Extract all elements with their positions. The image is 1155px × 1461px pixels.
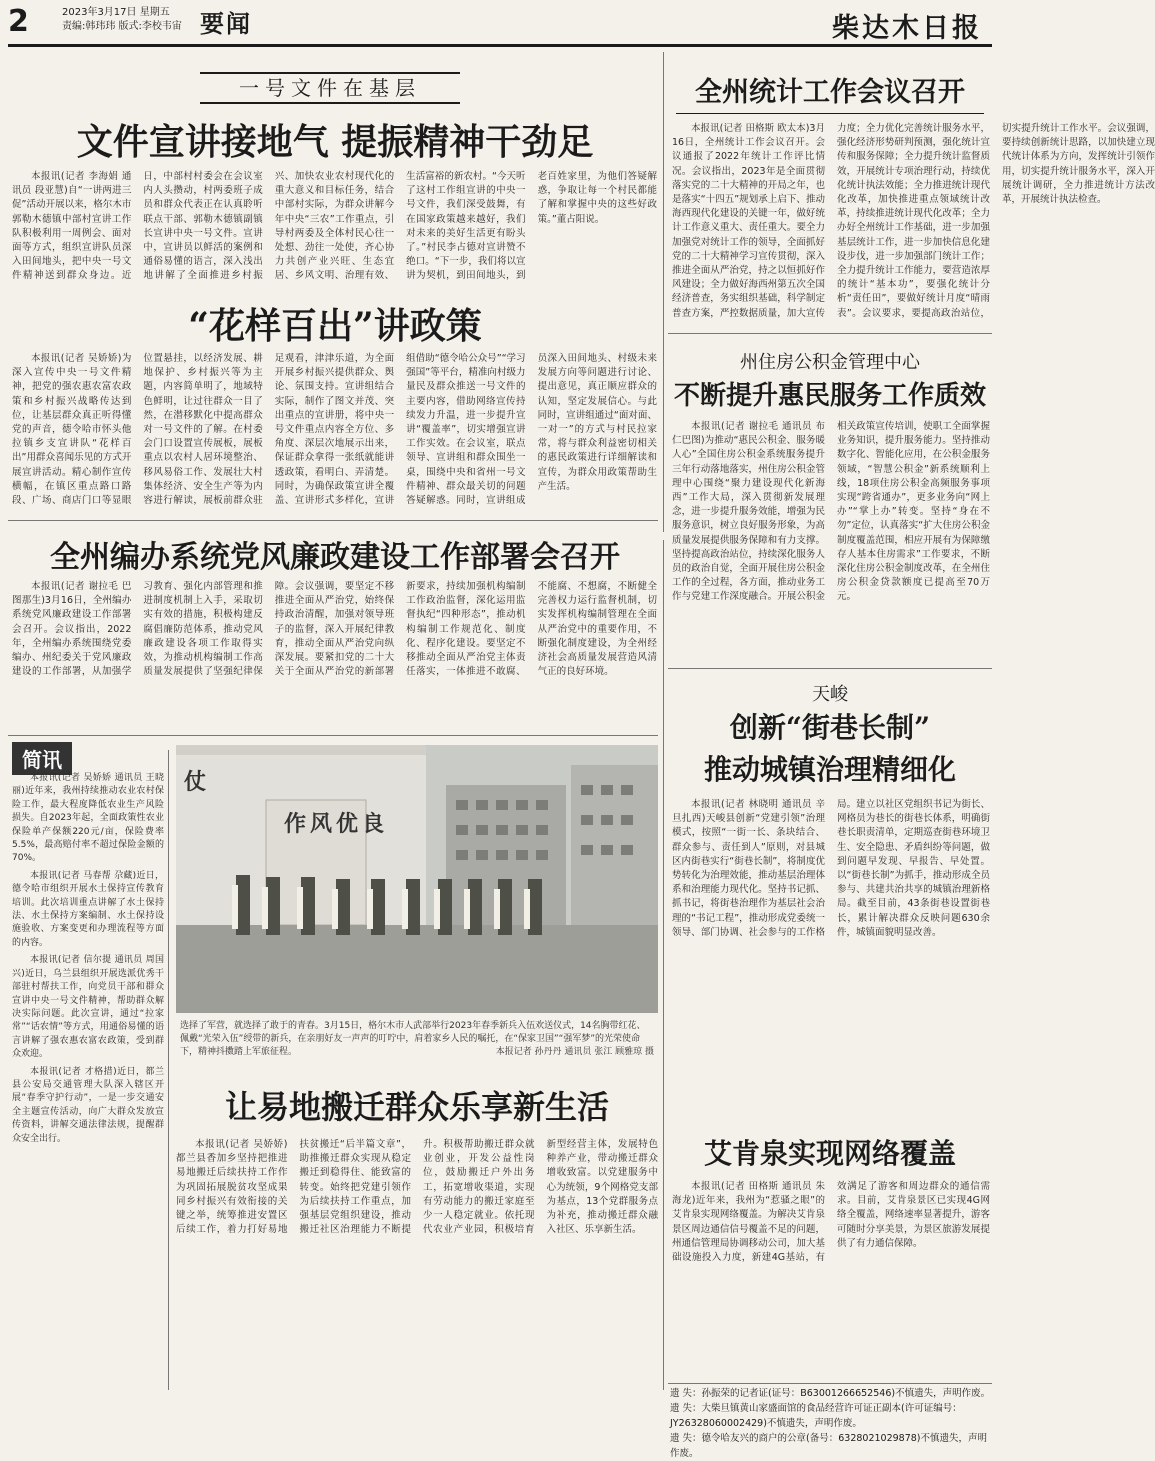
wall-slogan: 作风优良	[284, 812, 389, 837]
briefs-list	[12, 772, 164, 1384]
article-body	[672, 798, 990, 1120]
article-body	[672, 420, 990, 662]
news-photo	[176, 745, 658, 1013]
article-body	[176, 1138, 658, 1384]
photo-caption	[180, 1020, 654, 1072]
article-body	[12, 352, 657, 512]
article-headline: 艾肯泉实现网络覆盖	[703, 1137, 956, 1170]
brief-item: 本报讯(记者 才格措)近日，都兰县公安局交通管理大队深入辖区开展“春季守护行动”，一是一步交通安全主题宣传活动，向广大群众发放宣传资料，讲解交通法律法规，提醒群众安全出行。	[12, 1066, 164, 1144]
article-text: 本报讯(记者 吴娇娇)为深入宣传中央一号文件精神，把党的强农惠农富农政策和乡村振兴战略传达到位，让基层群众真正听得懂党的声音，德令哈市怀头他拉镇乡支宣讲队“花样百出”用群众喜闻乐见的方式开展宣讲活动。精心制作宣传横幅，在镇区重点路口路段、广场、商店门口等显眼位置悬挂，以经济发展、耕地保护、乡村振兴等为主题，内容简单明了，地域特色鲜明，让过往群众一目了然，在潜移默化中提高群众对一号文件的了解。在村委会门口设置宣传展板，展板重点以农村人居环境整治、移风易俗工作、发展壮大村集体经济、安全生产等为内容进行解读，展板前群众驻足观看，津津乐道，为全面开展乡村振兴提供群众、舆论、氛围支持。宣讲组结合实际，制作了图文并茂、突出重点的宣讲册，将中央一号文件重点内容全方位、多角度、深层次地展示出来，保证群众拿得一张纸就能讲透政策，看明白、弄清楚。同时，为确保政策宣讲全覆盖、宣讲形式多样化，宣讲组借助“德令哈公众号”“学习强国”等平台，精准向村级力量民及群众推送一号文件的主要内容，借助网络宣传持续发力升温，进一步提升宣讲“覆盖率”，切实增强宣讲工作实效。在会议室，联点领导、宣讲组和群众围坐一桌，围绕中央和省州一号文件精神、群众最关切的问题答疑解惑。同时，宣讲组成员深入田间地头、村级未来发展方向等问题进行讨论、提出意见，真正顺应群众的认知，坚定发展信心。与此同时，宣讲组通过“面对面、一对一”的方式与村民拉家常，将与群众利益密切相关的惠民政策进行详细解读和宣传，为群众用政策帮助生产生活。	[12, 353, 657, 507]
section-divider	[668, 668, 992, 669]
brief-item: 本报讯(记者 马春帮 尕藏)近日，德令哈市组织开展水土保持宣传教育培训。此次培训重点讲解了水土保持法、水土保持方案编制、水土保持设施验收、方案变更和办理流程等方面的内容。	[12, 870, 164, 948]
masthead-rule	[8, 44, 992, 47]
article-headline: 全州统计工作会议召开	[695, 77, 965, 108]
section-divider	[8, 735, 658, 736]
masthead-date	[62, 6, 182, 34]
article-headline: 全州编办系统党风廉政建设工作部署会召开	[50, 540, 620, 575]
article-text: 本报讯(记者 谢拉毛 巴图那生)3月16日，全州编办系统党风廉政建设工作部署会召开。会议指出，2022年，全州编办系统围绕党委编办、州纪委关于党风廉政建设的工作部署，从加强学习教育、强化内部管理和推进制度机制上入手，采取切实有效的措施，积极构建反腐倡廉防范体系，推动党风廉政建设各项工作取得实效，为推动机构编制工作高质量发展提供了坚强纪律保障。会议强调，要坚定不移推进全面从严治党，始终保持政治清醒，加强对领导班子的监督，深入开展纪律教育，推动全面从严治党向纵深发展。要紧扣党的二十大关于全面从严治党的新部署新要求，持续加强机构编制工作政治监督，深化运用监督执纪“四种形态”，推动机构编制工作规范化、制度化、程序化建设。要坚定不移推动全面从严治党主体责任落实，一体推进不敢腐、不能腐、不想腐，不断健全完善权力运行监督机制，切实发挥机构编制管理在全面从严治党中的重要作用，不断强化制度建设，为全州经济社会高质量发展营造风清气正的良好环境。	[12, 581, 657, 678]
section-divider	[8, 520, 658, 521]
brief-item: 本报讯(记者 信尔提 通讯员 周国兴)近日，乌兰县组织开展选派优秀干部驻村帮扶工作，向党员干部和群众宣讲中央一号文件精神，帮助群众解决实际问题。此次宣讲，通过“拉家常”“话农情”等方式，用通俗易懂的语言讲解了强农惠农富农政策，受到群众欢迎。	[12, 955, 164, 1060]
photo-credit: 本报记者 孙丹丹 通讯员 张江 顾雅琼 摄	[495, 1047, 654, 1057]
article-body	[672, 122, 1155, 328]
article-text: 本报讯(记者 田格斯 通讯员 朱海龙)近年来，我州为“惹骚之眼”的艾肯泉实现网络覆盖。为解决艾肯泉景区周边通信信号覆盖不足的问题，州通信管理局协调移动公司，加大基础设施投入力度，新建4G基站，有效满足了游客和周边群众的通信需求。目前，艾肯泉景区已实现4G网络全覆盖，网络速率显著提升，游客可随时分享美景，为景区旅游发展提供了有力通信保障。	[672, 1181, 990, 1264]
article-text: 本报讯(记者 林晓明 通讯员 辛旦扎西)天峻县创新“党建引领”治理模式，按照“一街一长、条块结合、群众参与、责任到人”原则，对县城区内街巷实行“街巷长制”，将制度优势转化为治理效能，推动基层治理体系和治理能力现代化。坚持书记抓、抓书记，将街巷治理作为基层社会治理的“书记工程”，推动形成党委统一领导、部门协调、社会参与的工作格局。建立以社区党组织书记为街长、网格员为巷长的街巷长体系，明确街巷长职责清单，定期巡查街巷环境卫生、安全隐患、矛盾纠纷等问题，做到问题早发现、早报告、早处置。以“街巷长制”为抓手，推动形成全员参与、共建共治共享的城镇治理新格局。截至目前，43条街巷设置街巷长，累计解决群众反映问题630余件，城镇面貌明显改善。	[672, 799, 990, 938]
article-text: 本报讯(记者 田格斯 欧太本)3月16日，全州统计工作会议召开。会议通报了2022年统计工作评比情况。会议指出，2023年是全面贯彻落实党的二十大精神的开局之年，也是落实“十四五”规划承上启下、推动海西现代化建设的关键一年，做好统计工作意义重大、责任重大。要全力加强党对统计工作的领导，全面抓好党的二十大精神学习宣传贯彻，深入推进全面从严治党，持之以恒抓好作风建设；全力做好海西州第五次全国经济普查，务实组织基础，科学制定普查方案，严控数据质量，加大宣传力度；全力优化完善统计服务水平，强化经济形势研判预测，强化统计宣传和服务保障；全力提升统计监督质效，开展统计专项治理行动，持续优化统计执法效能；全力推进统计现代化改革，加快推进重点领域统计改革，持续推进统计现代化改革；全力办好全州统计工作基础，进一步加强基层统计工作，进一步加快信息化建设步伐，进一步加强部门统计工作；全力提升统计工作能力，要营造浓厚的统计“基本功”，要强化统计分析“责任田”，要做好统计月度“晴雨表”。会议要求，要提高政治站位，切实提升统计工作水平。会议强调，要持续创新统计思路，以加快建立现代统计体系为方向，发挥统计引领作用，切实提升统计服务水平，深入开展统计调研，全力推进统计方法改革，开展统计执法检查。	[672, 123, 1155, 319]
column-divider	[663, 52, 664, 532]
section-divider	[668, 1383, 992, 1384]
editor-credits: 责编:韩玮玮 版式:李校韦宙	[62, 21, 182, 32]
wall-slogan-fragment: 仗	[184, 770, 207, 795]
page-number: 2	[8, 4, 29, 39]
article-kicker: 州住房公积金管理中心	[740, 352, 920, 373]
article-headline: 文件宣讲接地气 提振精神干劲足	[76, 121, 594, 163]
briefs-tab: 简讯	[12, 742, 72, 775]
lost-notices	[670, 1386, 994, 1459]
notice-line: 遗 失：大柴旦镇黄山家盛面馆的食品经营许可证正副本(许可证编号：JY26328060002429)不慎遗失，声明作废。	[670, 1403, 962, 1429]
column-divider	[168, 750, 169, 1390]
column-divider	[663, 540, 664, 1390]
article-kicker: 天峻	[812, 684, 848, 705]
section-title: 要闻	[200, 10, 252, 38]
article-banner: 一号文件在基层	[200, 72, 460, 104]
section-divider	[668, 333, 992, 334]
issue-date: 2023年3月17日 星期五	[62, 7, 170, 18]
newspaper-name: 柴达木日报	[832, 13, 982, 44]
article-text: 本报讯(记者 吴娇娇)都兰县香加乡坚持把推进易地搬迁后续扶持工作作为巩固拓展脱贫攻坚成果同乡村振兴有效衔接的关键之举，统筹推进安置区后续工作，着力打好易地扶贫搬迁“后半篇文章”，助推搬迁群众实现从稳定搬迁到稳得住、能致富的转变。始终把党建引领作为后续扶持工作重点，加强基层党组织建设，推动搬迁社区治理能力不断提升。积极帮助搬迁群众就业创业，开发公益性岗位，鼓励搬迁户外出务工，拓宽增收渠道，实现有劳动能力的搬迁家庭至少一人稳定就业。依托现代农业产业园，积极培育新型经营主体，发展特色种养产业，带动搬迁群众增收致富。以党建服务中心为统领，9个网格党支部为基点，13个党群服务点为补充，推动搬迁群众融入社区、乐享新生活。	[176, 1139, 658, 1236]
article-body	[672, 1180, 990, 1378]
article-headline: “花样百出”讲政策	[188, 305, 482, 347]
photo-illustration	[176, 745, 658, 1013]
article-headline: 创新“街巷长制”	[729, 711, 931, 744]
article-text: 本报讯(记者 谢拉毛 通讯员 布仁巴图)为推动“惠民公积金、服务暖人心”全国住房公积金系统服务提升三年行动落地落实，州住房公积金管理中心围绕“聚力建设现代化新海西”工作大局，深入贯彻新发展理念，进一步提升服务效能，增强为民服务意识，树立良好服务形象，为高质量发展提供服务保障和有力支撑。坚持提高政治站位，持续深化服务人员的政治自觉，全面开展住房公积金工作的全过程，各方面，推动业务工作与党建工作深度融合。开展公积金相关政策宣传培训，使职工全面掌握业务知识，提升服务能力。坚持推动数字化、智能化应用，在公积金服务领域，“智慧公积金”新系统顺利上线，18项住房公积金高频服务事项实现“跨省通办”，更多业务向“网上办”“掌上办”转变。坚持“身在不勿”定位，认真落实“扩大住房公积金制度覆盖范围，相应开展有为保障缴存人基本住房需求”工作要求，不断深化住房公积金制度改革，在全州住房公积金贷款额度已提高至70万元。	[672, 421, 990, 603]
article-headline: 让易地搬迁群众乐享新生活	[224, 1088, 609, 1126]
caption-text: 选择了军营，就选择了敢于的青春。3月15日，格尔木市人武部举行2023年春季新兵入伍欢送仪式，14名胸带红花、佩戴“光荣入伍”绶带的新兵，在亲朋好友一声声的叮咛中，肩着家乡人民的嘱托，在“保家卫国”“强军梦”的光荣使命下，精神抖擞踏上军旅征程。	[180, 1021, 646, 1057]
article-body	[12, 170, 657, 288]
article-headline: 推动城镇治理精细化	[703, 753, 956, 786]
article-body	[12, 580, 657, 730]
briefs-header	[12, 742, 72, 775]
article-headline: 不断提升惠民服务工作质效	[673, 381, 986, 411]
brief-item: 本报讯(记者 吴娇娇 通讯员 王晓丽)近年来，我州持续推动农业农村保险工作，最大程度降低农业生产风险损失。自2023年起，全面政策性农业保险单产保额220元/亩，保险费率5.5%，最高赔付率不超过保险金额的70%。	[12, 773, 164, 864]
article-text: 本报讯(记者 李海娟 通讯员 段亚慧)自“一讲两进三促”活动开展以来，格尔木市郭勒木德镇中部村宣讲工作队积极利用一周例会、面对面等方式，组织宣讲队员深入田间地头，把中央一号文件精神送到群众身边。近日，中部村村委会在会议室内人头攒动，村两委班子成员和群众代表正在认真聆听联点干部、郭勒木德镇副镇长宣讲中央一号文件。宣讲中，宣讲员以鲜活的案例和通俗易懂的语言，深入浅出地讲解了全面推进乡村振兴、加快农业农村现代化的重大意义和目标任务，结合中部村实际，为群众讲解今年中央“三农”工作重点，引导村两委及全体村民心往一处想、劲往一处使，齐心协力共创产业兴旺、生态宜居、乡风文明、治理有效、生活富裕的新农村。“今天听了这村工作组宣讲的中央一号文件，我们深受鼓舞，有在国家政策越来越好，我们对未来的美好生活更有盼头了。”村民李占德对宣讲赞不绝口。“下一步，我们将以宣讲为契机，到田间地头，到老百姓家里，为他们答疑解惑，争取让每一个村民都能了解和掌握中央的这些好政策。”董占阳说。	[12, 171, 657, 282]
notice-line: 遗 失：孙振荣的记者证(证号：B63001266652546)不慎遗失，声明作废。	[670, 1388, 991, 1399]
notice-line: 遗 失：德令哈友兴的商户的公章(备号：6328021029878)不慎遗失，声明作废。	[670, 1433, 988, 1459]
headline-rule	[676, 113, 984, 114]
